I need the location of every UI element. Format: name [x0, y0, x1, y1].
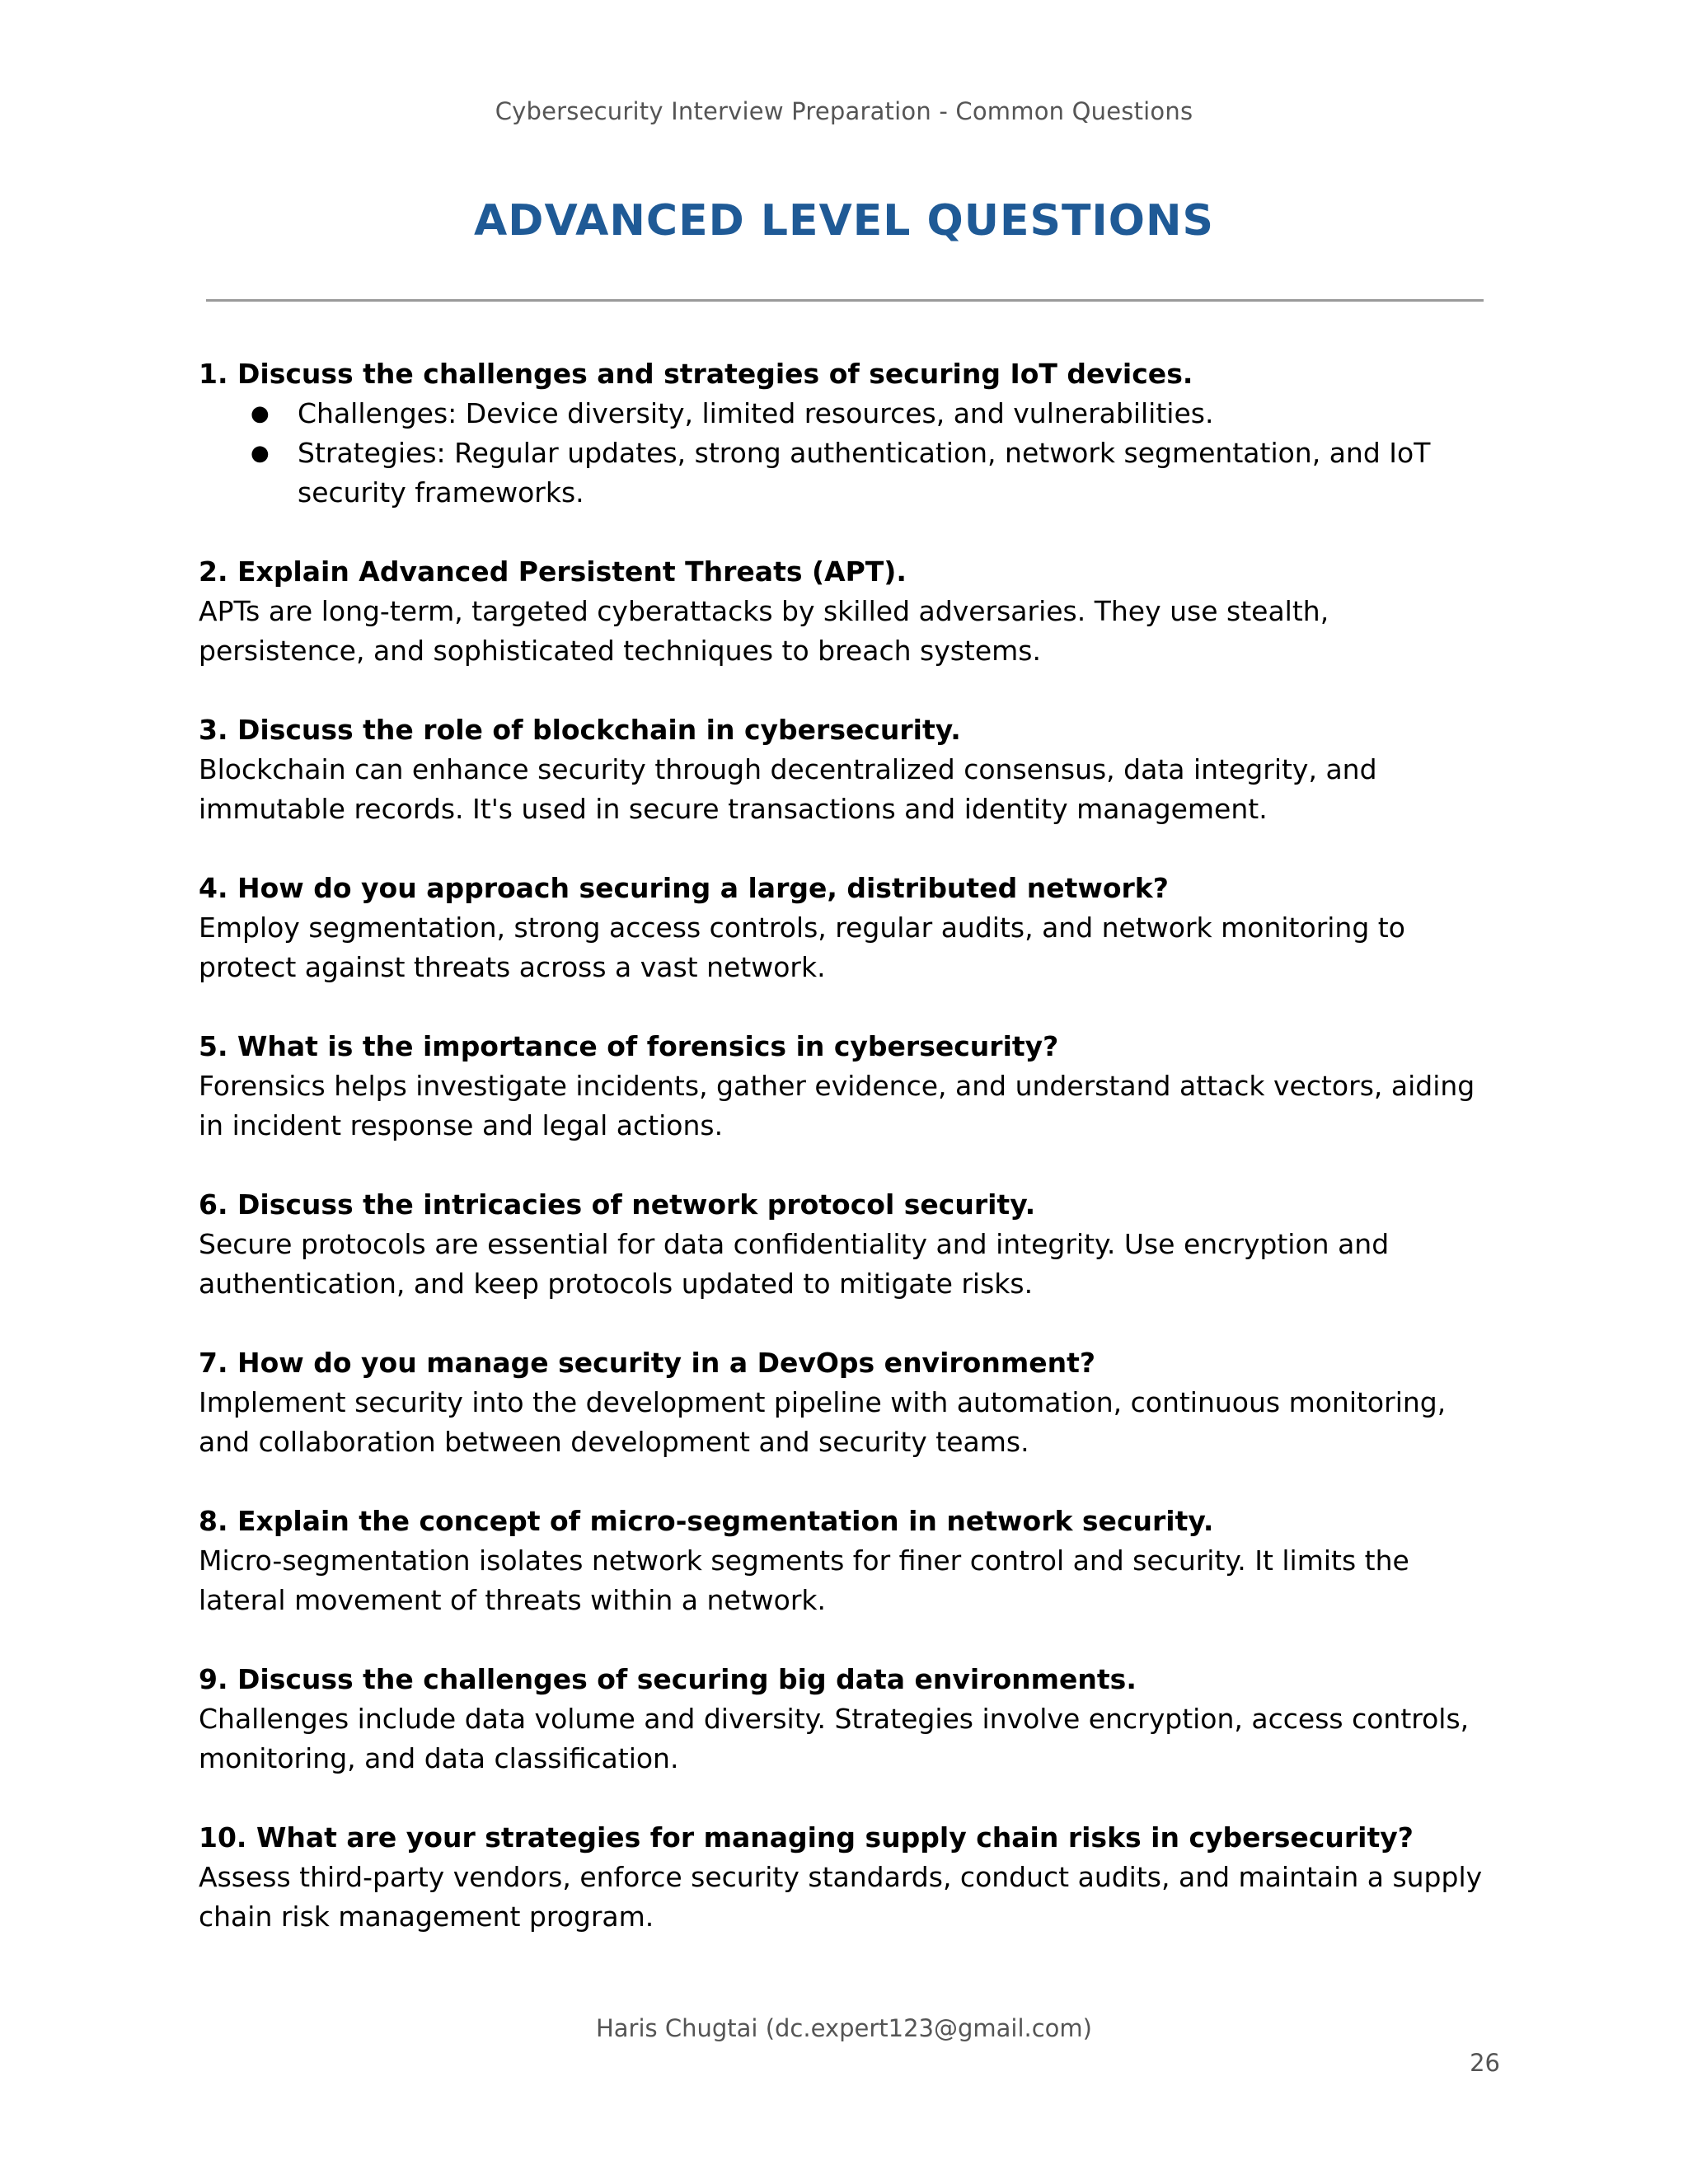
question-heading: 1. Discuss the challenges and strategies of securing IoT devices. [199, 358, 1193, 390]
list-item [251, 434, 1501, 513]
question-heading: 7. How do you manage security in a DevOps environment? [199, 1347, 1096, 1379]
question-answer: Implement security into the development pipeline with automation, continuous monitoring, and collaboration between development and security teams. [199, 1386, 1447, 1458]
list-item [251, 394, 1501, 434]
bullet-text: Challenges: Device diversity, limited resources, and vulnerabilities. [298, 397, 1214, 429]
question-heading: 10. What are your strategies for managing supply chain risks in cybersecurity? [199, 1821, 1414, 1854]
question-7 [199, 1343, 1501, 1462]
question-heading: 6. Discuss the intricacies of network protocol security. [199, 1188, 1036, 1221]
question-answer: Secure protocols are essential for data confidentiality and integrity. Use encryption and authentication, and keep protocols updated to mitigate risks. [199, 1228, 1390, 1300]
question-1 [199, 354, 1501, 513]
question-answer: Employ segmentation, strong access controls, regular audits, and network monitoring to protect against threats across a vast network. [199, 912, 1405, 983]
bullet-text: Strategies: Regular updates, strong authentication, network segmentation, and IoT security frameworks. [298, 437, 1431, 509]
title-divider [206, 299, 1484, 302]
answer-bullet-list [199, 394, 1501, 513]
question-answer: Forensics helps investigate incidents, gather evidence, and understand attack vectors, aiding in incident response and legal actions. [199, 1070, 1475, 1141]
question-answer: Blockchain can enhance security through decentralized consensus, data integrity, and immutable records. It's used in secure transactions and identity management. [199, 753, 1377, 825]
question-answer: Challenges include data volume and diversity. Strategies involve encryption, access controls, monitoring, and data classification. [199, 1703, 1470, 1774]
question-8 [199, 1502, 1501, 1620]
bullet-icon: ● [251, 401, 270, 426]
question-9 [199, 1660, 1501, 1779]
running-header: Cybersecurity Interview Preparation - Common Questions [495, 97, 1193, 125]
question-heading: 5. What is the importance of forensics in cybersecurity? [199, 1030, 1059, 1062]
question-heading: 8. Explain the concept of micro-segmentation in network security. [199, 1505, 1214, 1537]
page-number: 26 [1470, 2049, 1500, 2077]
running-footer: Haris Chugtai (dc.expert123@gmail.com) [595, 2014, 1092, 2042]
question-5 [199, 1027, 1501, 1146]
question-answer: Assess third-party vendors, enforce security standards, conduct audits, and maintain a supply chain risk management program. [199, 1861, 1483, 1933]
question-heading: 9. Discuss the challenges of securing big data environments. [199, 1663, 1137, 1695]
bullet-icon: ● [251, 441, 270, 466]
question-4 [199, 869, 1501, 987]
question-list [199, 354, 1501, 1976]
question-heading: 3. Discuss the role of blockchain in cybersecurity. [199, 714, 961, 746]
question-heading: 2. Explain Advanced Persistent Threats (APT). [199, 555, 907, 588]
question-10 [199, 1818, 1501, 1937]
question-heading: 4. How do you approach securing a large, distributed network? [199, 872, 1169, 904]
page-title: ADVANCED LEVEL QUESTIONS [474, 196, 1214, 246]
question-6 [199, 1185, 1501, 1304]
question-answer: Micro-segmentation isolates network segments for finer control and security. It limits the lateral movement of threats within a network. [199, 1544, 1409, 1616]
question-answer: APTs are long-term, targeted cyberattacks by skilled adversaries. They use stealth, persistence, and sophisticated techniques to breach systems. [199, 595, 1329, 667]
question-2 [199, 552, 1501, 671]
question-3 [199, 710, 1501, 829]
